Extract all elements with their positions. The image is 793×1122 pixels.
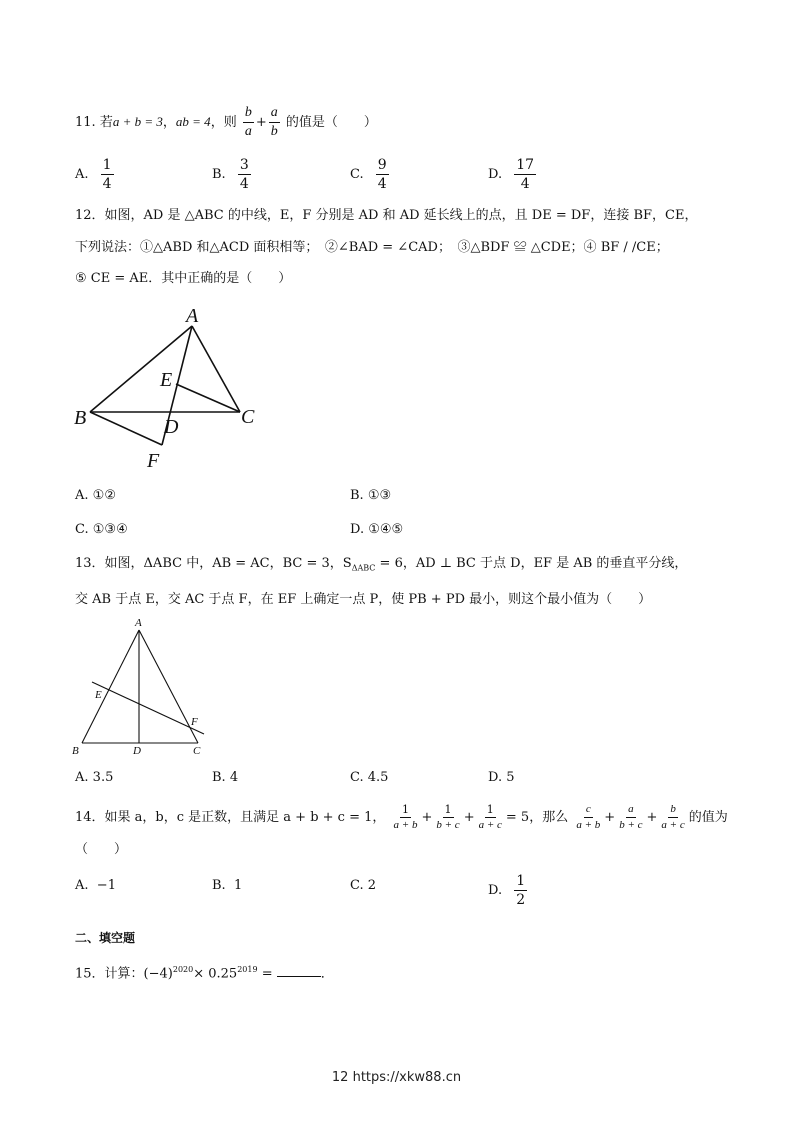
q13-option-c[interactable]: C. 4.5: [350, 770, 389, 785]
q12-option-a[interactable]: A. ①②: [75, 488, 116, 503]
q12-line-2: 下列说法：①△ABD 和△ACD 面积相等； ②∠BAD = ∠CAD； ③△BDF ≌ △CDE；④ BF / /CE；: [75, 240, 669, 255]
q12-line-3: ⑤ CE = AE．其中正确的是（ ）: [75, 271, 292, 286]
q14-option-d[interactable]: D. $\frac{1}{2}$: [488, 873, 526, 908]
q11-stem: 11. 若a + b = 3，ab = 4，则 $\frac{b}{a}$ + $\frac{a}{b}$ 的值是（ ）: [75, 105, 377, 139]
label-b: B: [72, 745, 79, 757]
segment-ab: [82, 630, 139, 743]
q11-option-c[interactable]: C. $\frac{9}{4}$: [350, 157, 387, 192]
label-a: A: [186, 305, 199, 327]
label-b: B: [74, 407, 87, 429]
q12-option-d[interactable]: D. ①④⑤: [350, 522, 404, 537]
q11-option-a[interactable]: A. $\frac{1}{4}$: [75, 157, 112, 192]
q13-line-1: 13．如图，ΔABC 中，AB = AC，BC = 3，$S_{\Delta ABC} = 6$，AD ⊥ BC 于点 D，EF 是 AB 的垂直平分线，: [75, 556, 688, 573]
q12-figure: [70, 302, 270, 472]
q13-line-2: 交 AB 于点 E，交 AC 于点 F，在 EF 上确定一点 P，使 PB + PD 最小，则这个最小值为（ ）: [75, 592, 652, 607]
q12-line-1: 12．如图，AD 是 △ABC 的中线，E，F 分别是 AD 和 AD 延长线上的点，且 DE = DF，连接 BF，CE，: [75, 208, 698, 223]
q14-option-c[interactable]: C. 2: [350, 878, 377, 893]
q13-figure: [70, 615, 220, 760]
label-e: E: [95, 689, 102, 701]
page-footer: 12 https://xkw88.cn: [331, 1070, 462, 1085]
segment-ac: [139, 630, 198, 743]
segment-ef-extended: [92, 682, 204, 734]
q11-option-d[interactable]: D. $\frac{17}{4}$: [488, 157, 535, 192]
label-f: F: [147, 450, 160, 472]
segment-ac: [192, 326, 240, 412]
q11-option-b[interactable]: B. $\frac{3}{4}$: [212, 157, 249, 192]
q13-option-d[interactable]: D. 5: [488, 770, 515, 785]
q12-option-b[interactable]: B. ①③: [350, 488, 392, 503]
q12-option-c[interactable]: C. ①③④: [75, 522, 128, 537]
q13-option-b[interactable]: B. 4: [212, 770, 239, 785]
label-d: D: [133, 745, 141, 757]
segment-ec: [176, 384, 240, 412]
q11-frac-b-over-a: $\frac{b}{a}$: [244, 105, 252, 139]
q13-option-a[interactable]: A. 3.5: [75, 770, 114, 785]
label-f: F: [191, 716, 198, 728]
segment-ab: [90, 326, 192, 412]
q15-stem: 15．计算：$(-4)^{2020}\times 0.25^{2019}$ = ．: [75, 965, 334, 982]
label-e: E: [160, 369, 173, 391]
q14-option-b[interactable]: B. 1: [212, 878, 243, 893]
label-a: A: [135, 617, 142, 629]
q14-option-a[interactable]: A. −1: [75, 878, 116, 893]
q14-stem: 14．如果 a，b，c 是正数，且满足 a + b + c = 1， $\frac{1}{a + b}$ + $\frac{1}{b + c}$ + $\frac{1}{a + c}$ = 5，那么 $\frac{c}{a + b}$ + $\frac{a}{b + c}$ + $\frac{b}{a + c}$ 的值为: [75, 803, 728, 831]
label-c: C: [193, 745, 201, 757]
label-c: C: [241, 406, 255, 428]
q14-line-2: （ ）: [75, 842, 128, 857]
q11-frac-a-over-b: $\frac{a}{b}$: [270, 105, 278, 139]
section-title-fill-in: 二、填空题: [75, 931, 136, 945]
answer-blank[interactable]: [277, 964, 321, 977]
segment-bf: [90, 412, 162, 445]
label-d: D: [164, 416, 179, 438]
